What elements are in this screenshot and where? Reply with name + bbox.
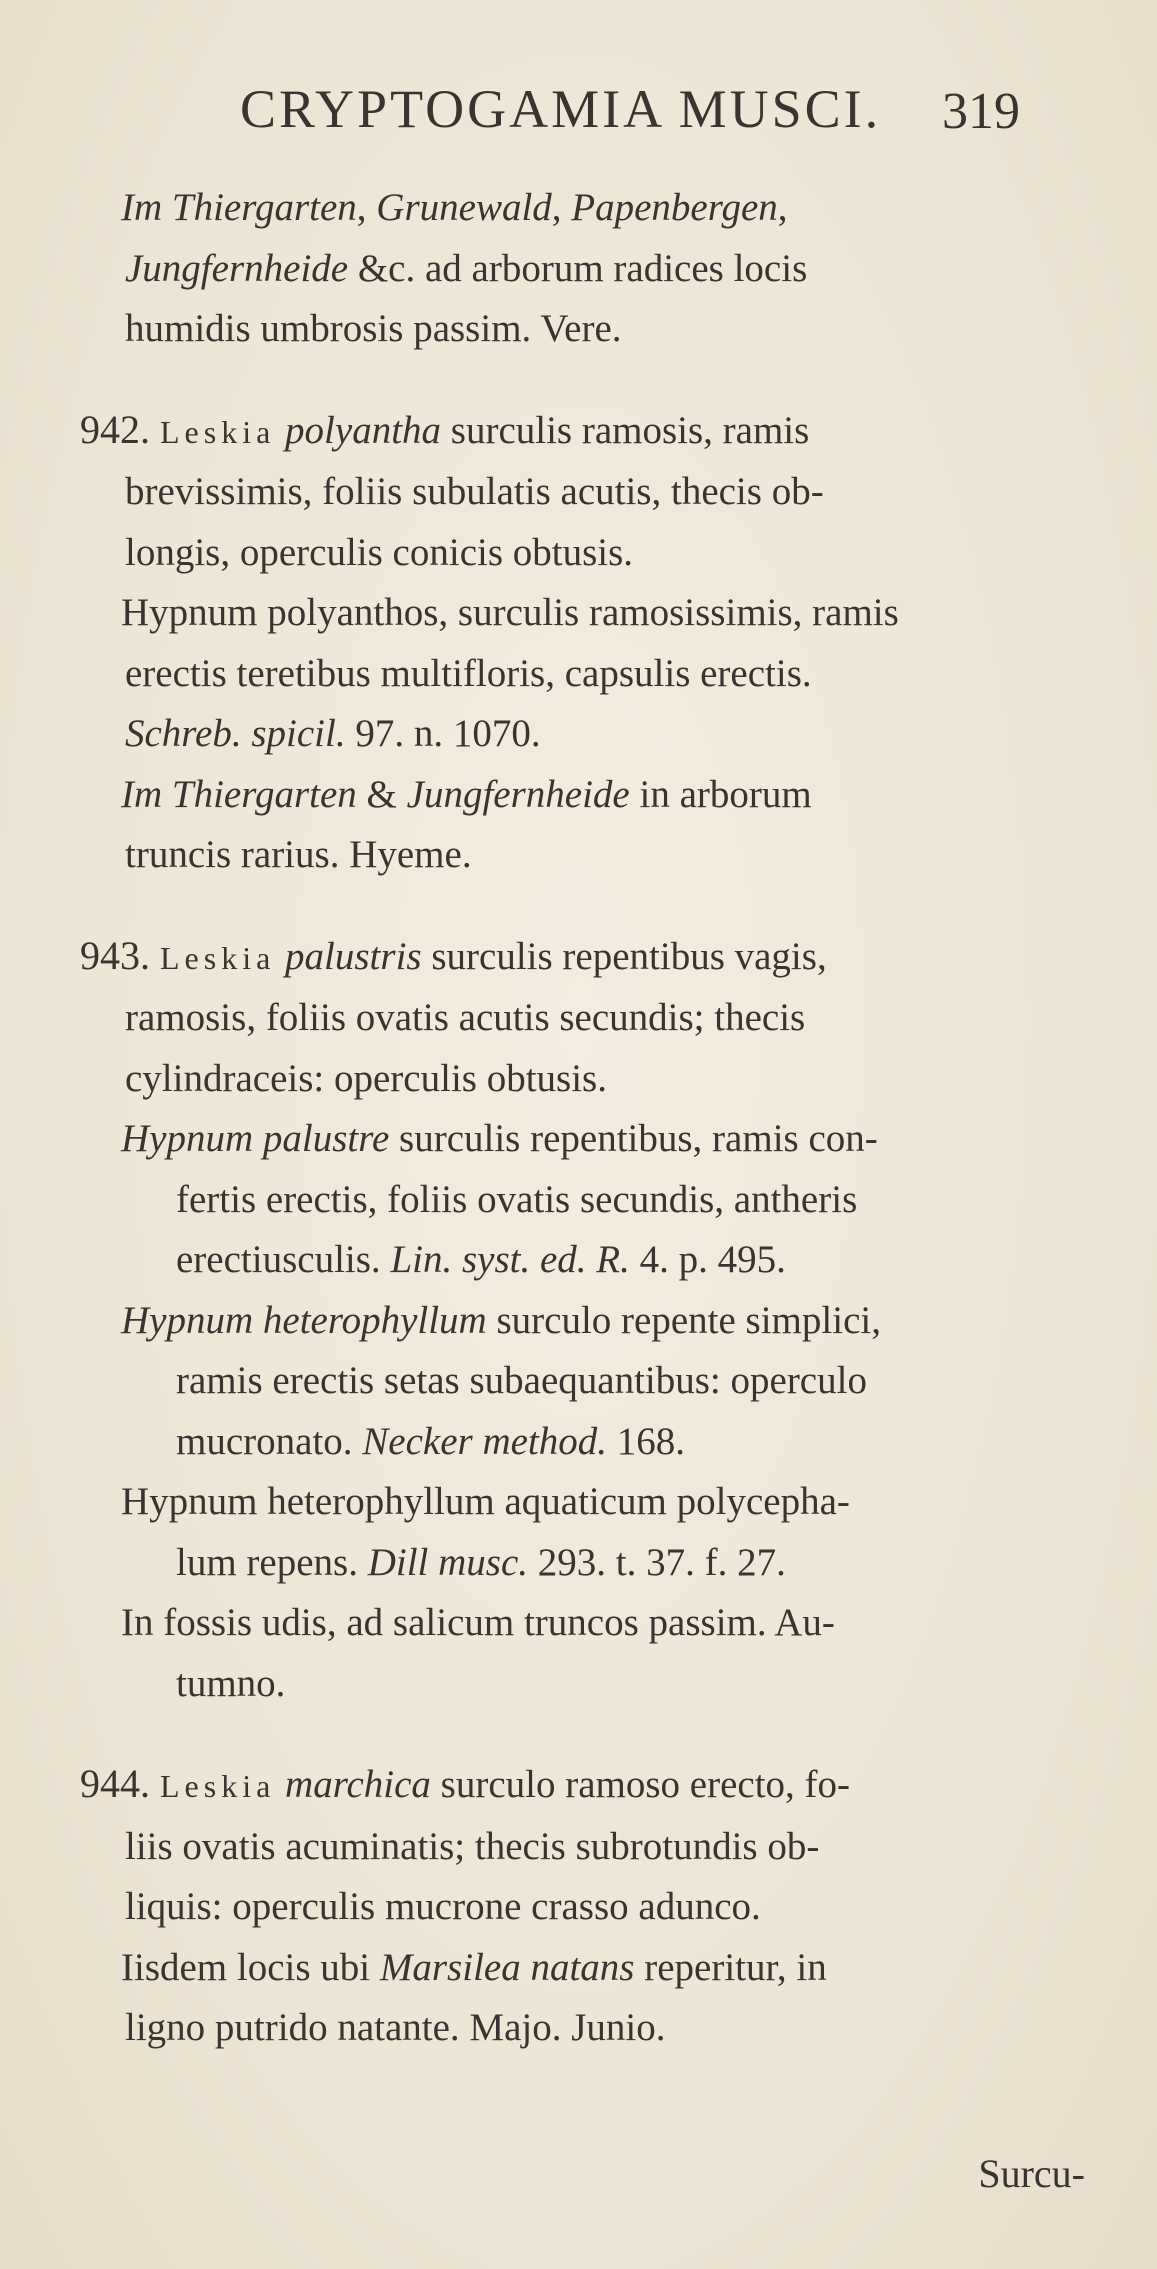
italic-text: Schreb. spicil. [125, 712, 346, 755]
text-line [80, 1817, 1090, 1878]
italic-text: palustris [285, 934, 422, 978]
text-run: ramis erectis setas subaequantibus: operculo [176, 1359, 867, 1402]
text-line [80, 644, 1090, 705]
text-run: , [551, 186, 572, 229]
text-line [80, 765, 1090, 826]
genus-name: Leskia [160, 413, 276, 450]
italic-text: Grunewald [376, 186, 552, 229]
text-line [80, 462, 1090, 523]
text-run: liis ovatis acuminatis; thecis subrotundis ob- [125, 1824, 820, 1868]
text-line [80, 299, 1090, 360]
text-line [80, 1230, 1090, 1291]
text-run: &c. ad arborum radices locis [348, 246, 808, 290]
text-line [80, 1170, 1090, 1231]
text-run: surculo repente simplici, [486, 1298, 881, 1342]
italic-text: Hypnum heterophyllum [121, 1298, 487, 1342]
text-run: 293. t. 37. f. 27. [528, 1540, 786, 1584]
text-run: 4. p. 495. [629, 1238, 786, 1281]
text-run: surculis ramosis, ramis [441, 408, 810, 452]
italic-text: Dill musc. [367, 1540, 529, 1584]
text-line [80, 583, 1090, 644]
text-line [80, 1533, 1090, 1594]
paragraph-gap [80, 1714, 1090, 1754]
text-run: humidis umbrosis passim. Vere. [125, 307, 622, 350]
text-run: liquis: operculis mucrone crasso adunco. [125, 1885, 761, 1928]
text-run: Iisdem locis ubi [121, 1945, 380, 1989]
text-run: mucronato. [176, 1419, 363, 1463]
text-run: tumno. [176, 1661, 286, 1705]
entry-number: 944. [80, 1761, 160, 1806]
text-line [80, 1593, 1090, 1654]
genus-name: Leskia [160, 939, 276, 976]
text-run: & [356, 772, 407, 816]
italic-text: Jungfernheide [406, 772, 630, 816]
text-line [80, 1654, 1090, 1715]
text-run: , [356, 186, 377, 229]
text-line [80, 926, 1090, 989]
text-line [80, 1472, 1090, 1533]
text-run [275, 1763, 285, 1806]
text-line [80, 1412, 1090, 1473]
text-line [80, 1291, 1090, 1352]
text-run: fertis erectis, foliis ovatis secundis, antheris [176, 1177, 858, 1221]
italic-text: polyantha [285, 408, 442, 452]
italic-text: Im Thiergarten [121, 772, 357, 816]
text-run: surculis repentibus vagis, [421, 934, 827, 978]
text-run: In fossis udis, ad salicum truncos passim. Au- [121, 1601, 835, 1644]
text-line [80, 239, 1090, 300]
text-run: 168. [607, 1419, 686, 1463]
text-line [80, 1877, 1090, 1938]
italic-text: Lin. syst. ed. R. [390, 1238, 630, 1281]
italic-text: Jungfernheide [125, 246, 349, 290]
text-line [80, 1754, 1090, 1817]
paragraph-gap [80, 360, 1090, 400]
page-header [240, 78, 1060, 148]
italic-text: Necker method. [362, 1419, 608, 1463]
italic-text: marchica [285, 1763, 431, 1806]
catchword: Surcu- [978, 2151, 1085, 2196]
text-run [275, 409, 285, 452]
page-number: 319 [942, 83, 1020, 140]
text-line [80, 1351, 1090, 1412]
text-run: ramosis, foliis ovatis acutis secundis; thecis [125, 996, 806, 1039]
paragraph-gap [80, 886, 1090, 926]
text-run [275, 935, 285, 978]
text-run: surculis repentibus, ramis con- [389, 1117, 878, 1160]
text-run: surculo ramoso erecto, fo- [430, 1763, 851, 1806]
entry-number: 942. [80, 406, 160, 452]
text-run: longis, operculis conicis obtusis. [125, 530, 634, 574]
text-run: Hypnum polyanthos, surculis ramosissimis, ramis [121, 591, 899, 634]
text-run: erectiusculis. [176, 1238, 391, 1281]
running-title: CRYPTOGAMIA MUSCI. [240, 79, 882, 139]
italic-text: Im Thiergarten [121, 186, 357, 229]
text-line [80, 400, 1090, 463]
text-line [80, 1049, 1090, 1110]
text-line [80, 523, 1090, 584]
text-line [80, 988, 1090, 1049]
text-line [80, 825, 1090, 886]
text-line [80, 1938, 1090, 1999]
genus-name: Leskia [160, 1768, 276, 1804]
text-run: cylindraceis: operculis obtusis. [125, 1056, 607, 1100]
text-line [80, 704, 1090, 765]
italic-text: Hypnum palustre [121, 1117, 390, 1160]
italic-text: Papenbergen [571, 186, 778, 229]
italic-text: Marsilea natans [379, 1945, 635, 1989]
text-run: in arborum [629, 772, 812, 816]
text-run: 97. n. 1070. [345, 712, 541, 755]
text-run: brevissimis, foliis subulatis acutis, thecis ob- [125, 470, 824, 513]
text-run: ligno putrido natante. Majo. Junio. [125, 2006, 666, 2049]
text-run: reperitur, in [634, 1945, 827, 1989]
text-body [80, 178, 1090, 2059]
text-run: Hypnum heterophyllum aquaticum polycepha- [121, 1480, 850, 1523]
entry-number: 943. [80, 932, 160, 978]
text-line [80, 178, 1090, 239]
text-line [80, 1109, 1090, 1170]
text-run: truncis rarius. Hyeme. [125, 833, 472, 876]
text-line [80, 1998, 1090, 2059]
text-run: lum repens. [176, 1540, 368, 1584]
text-run: , [777, 186, 788, 229]
text-run: erectis teretibus multifloris, capsulis erectis. [125, 651, 812, 695]
